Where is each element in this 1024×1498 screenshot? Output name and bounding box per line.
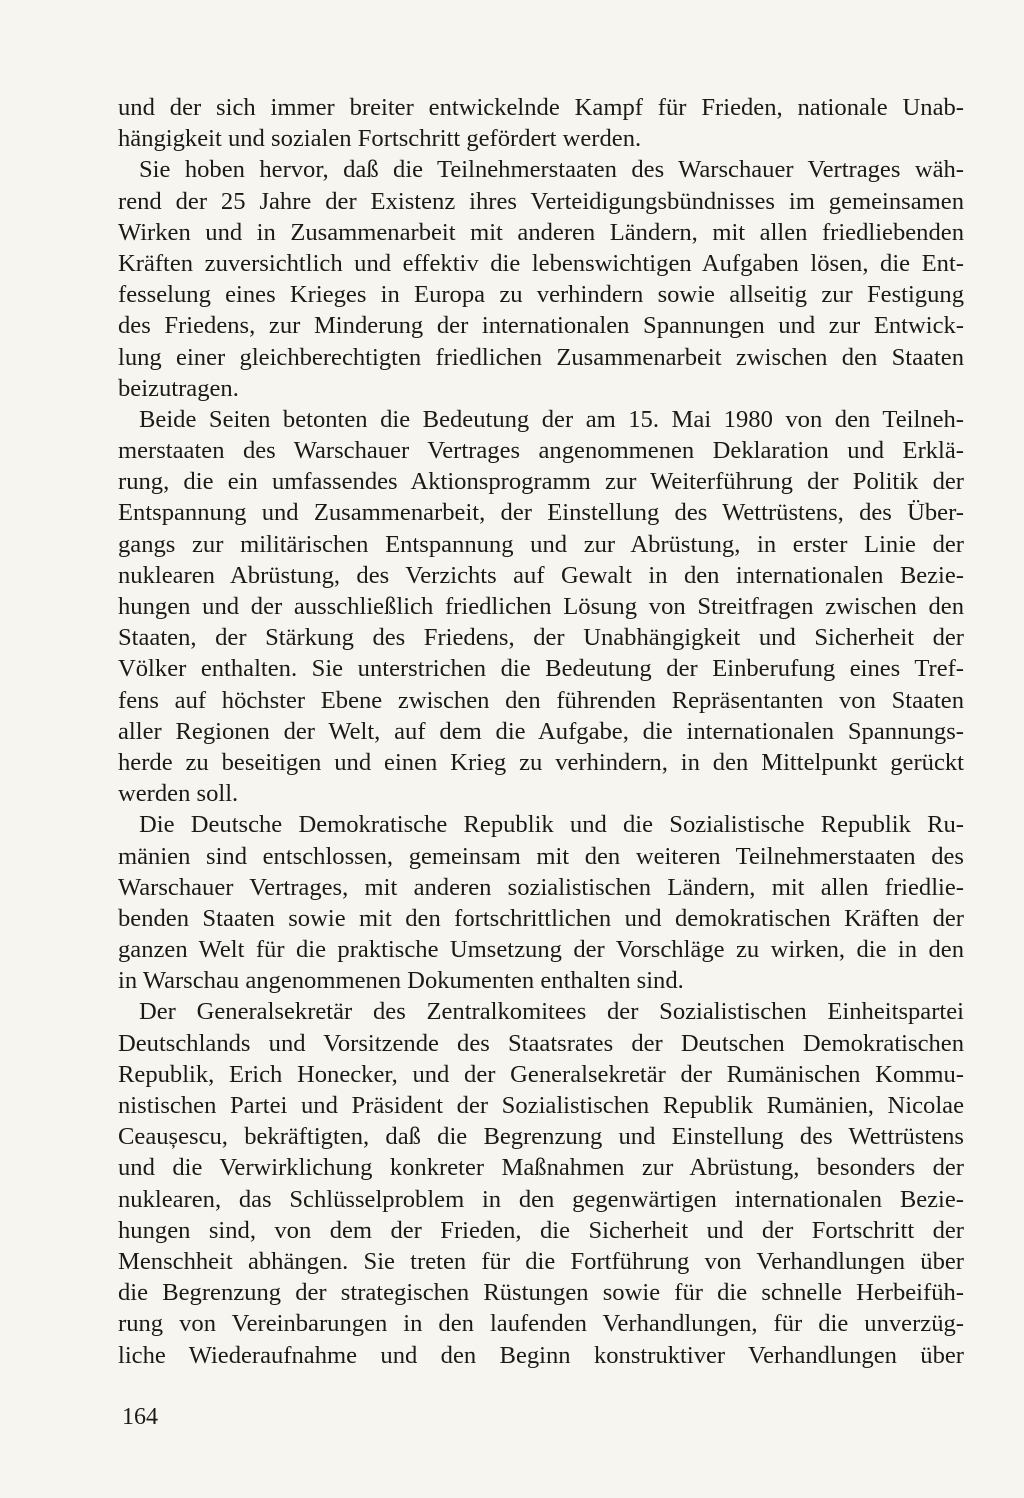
text-line: nuklearen Abrüstung, des Verzichts auf Gewalt in den internationalen Bezie- (118, 561, 964, 589)
text-line: und der sich immer breiter entwickelnde Kampf für Frieden, nationale Unab- (118, 94, 964, 121)
text-line: Völker enthalten. Sie unterstrichen die Bedeutung der Einberufung eines Tref- (118, 655, 964, 683)
text-line: die Begrenzung der strategischen Rüstungen sowie für die schnelle Herbeifüh- (118, 1279, 964, 1307)
text-line: beizutragen. (118, 374, 239, 402)
body-text (118, 92, 964, 1371)
text-line: herde zu beseitigen und einen Krieg zu verhindern, in den Mittelpunkt gerückt (118, 748, 964, 776)
text-line: hungen und der ausschließlich friedlichen Lösung von Streitfragen zwischen den (118, 593, 964, 620)
text-line: und die Verwirklichung konkreter Maßnahmen zur Abrüstung, besonders der (118, 1154, 964, 1182)
text-line: Wirken und in Zusammenarbeit mit anderen Ländern, mit allen friedliebenden (118, 218, 964, 246)
text-line: Entspannung und Zusammenarbeit, der Einstellung des Wettrüstens, des Über- (118, 499, 964, 527)
text-line: ganzen Welt für die praktische Umsetzung der Vorschläge zu wirken, die in den (118, 936, 964, 964)
text-line: Ceaușescu, bekräftigten, daß die Begrenzung und Einstellung des Wettrüstens (118, 1123, 964, 1151)
text-line: Kräften zuversichtlich und effektiv die lebenswichtigen Aufgaben lösen, die Ent- (118, 249, 964, 277)
paragraph (118, 404, 964, 809)
text-line: nuklearen, das Schlüsselproblem in den gegenwärtigen internationalen Bezie- (118, 1185, 964, 1213)
text-line: rung, die ein umfassendes Aktionsprogramm zur Weiterführung der Politik der (118, 468, 964, 496)
text-line: lung einer gleichberechtigten friedlichen Zusammenarbeit zwischen den Staaten (118, 343, 964, 371)
text-line: mänien sind entschlossen, gemeinsam mit den weiteren Teilnehmerstaaten des (118, 842, 964, 870)
text-line: Beide Seiten betonten die Bedeutung der am 15. Mai 1980 von den Teilneh- (139, 405, 964, 433)
text-line: in Warschau angenommenen Dokumenten enthalten sind. (118, 967, 684, 995)
paragraph (118, 154, 964, 404)
text-line: Staaten, der Stärkung des Friedens, der Unabhängigkeit und Sicherheit der (118, 624, 964, 652)
text-line: aller Regionen der Welt, auf dem die Aufgabe, die internationalen Spannungs- (118, 717, 964, 745)
text-line: gangs zur militärischen Entspannung und zur Abrüstung, in erster Linie der (118, 530, 964, 558)
text-line: nistischen Partei und Präsident der Sozialistischen Republik Rumänien, Nicolae (118, 1092, 964, 1119)
text-line: Der Generalsekretär des Zentralkomitees der Sozialistischen Einheitspartei (139, 998, 964, 1026)
text-line: Die Deutsche Demokratische Republik und die Sozialistische Republik Ru- (139, 811, 964, 839)
text-line: Deutschlands und Vorsitzende des Staatsrates der Deutschen Demokratischen (118, 1029, 964, 1057)
text-line: Sie hoben hervor, daß die Teilnehmerstaaten des Warschauer Vertrages wäh- (139, 156, 964, 184)
text-line: Warschauer Vertrages, mit anderen sozialistischen Ländern, mit allen friedlie- (118, 873, 964, 901)
text-line: hungen sind, von dem der Frieden, die Sicherheit und der Fortschritt der (118, 1216, 964, 1244)
text-line: rend der 25 Jahre der Existenz ihres Verteidigungsbündnisses im gemeinsamen (118, 187, 964, 215)
text-line: hängigkeit und sozialen Fortschritt gefördert werden. (118, 125, 642, 153)
text-line: rung von Vereinbarungen in den laufenden Verhandlungen, für die unverzüg- (118, 1310, 964, 1338)
text-line: liche Wiederaufnahme und den Beginn konstruktiver Verhandlungen über (118, 1341, 964, 1369)
text-line: fens auf höchster Ebene zwischen den führenden Repräsentanten von Staaten (118, 686, 964, 714)
paragraph (118, 92, 964, 154)
paragraph (118, 809, 964, 996)
text-line: fesselung eines Krieges in Europa zu verhindern sowie allseitig zur Festigung (118, 281, 964, 309)
text-line: des Friedens, zur Minderung der internationalen Spannungen und zur Entwick- (118, 312, 964, 340)
page-number: 164 (122, 1404, 158, 1430)
text-line: Menschheit abhängen. Sie treten für die Fortführung von Verhandlungen über (118, 1247, 964, 1275)
text-line: benden Staaten sowie mit den fortschrittlichen und demokratischen Kräften der (118, 904, 964, 932)
text-line: merstaaten des Warschauer Vertrages angenommenen Deklaration und Erklä- (118, 437, 964, 465)
paragraph (118, 996, 964, 1370)
text-line: Republik, Erich Honecker, und der Generalsekretär der Rumänischen Kommu- (118, 1060, 964, 1088)
text-line: werden soll. (118, 780, 239, 808)
